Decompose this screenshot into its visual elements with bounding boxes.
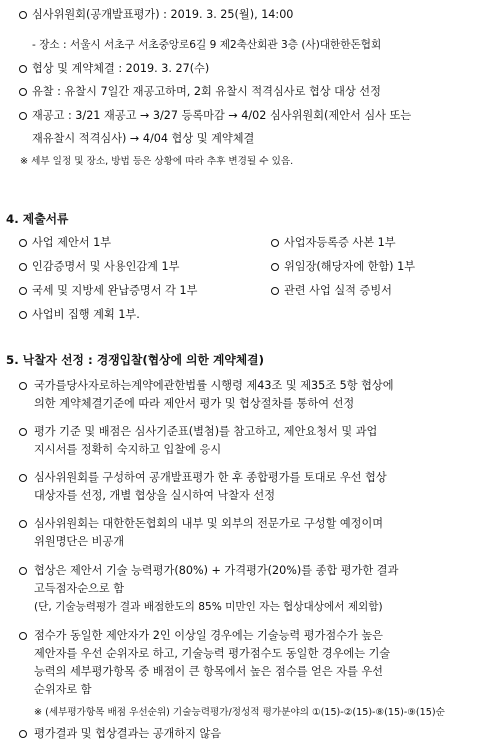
document-item: 인감증명서 및 사용인감계 1부	[32, 260, 180, 273]
section-title: 4. 제출서류	[6, 212, 69, 226]
paragraph-line: 평가 기준 및 배점은 심사기준표(별첨)를 참고하고, 제안요청서 및 과업	[34, 425, 378, 438]
paragraph-line: 능력의 세부평가항목 중 배점이 큰 항목에서 높은 점수를 얻은 자를 우선	[34, 665, 383, 678]
paragraph-line: 심사위원회는 대한한돈협회의 내부 및 외부의 전문가로 구성할 예정이며	[34, 517, 384, 530]
document-item: 사업비 집행 계획 1부.	[32, 308, 140, 321]
paragraph-line: 협상은 제안서 기술 능력평가(80%) + 가격평가(20%)를 종합 평가한 결과	[34, 564, 399, 577]
document-item: 위임장(해당자에 한함) 1부	[284, 260, 416, 273]
bullet-icon	[19, 112, 27, 120]
paragraph-line: 의한 계약체결기준에 따라 제안서 평가 및 협상절차를 통하여 선정	[34, 397, 355, 410]
bullet-icon	[271, 263, 279, 271]
paragraph-line: (단, 기술능력평가 결과 배점한도의 85% 미만인 자는 협상대상에서 제외함)	[34, 601, 383, 613]
bullet-icon	[271, 239, 279, 247]
bullet-icon	[19, 11, 27, 19]
bullet-icon	[271, 287, 279, 295]
bullet-icon	[19, 382, 27, 390]
paragraph-line: 제안자를 우선 순위자로 하고, 기술능력 평가점수도 동일한 경우에는 기술	[34, 647, 391, 660]
schedule-item: 협상 및 계약체결 : 2019. 3. 27(수)	[32, 62, 210, 75]
paragraph-line: 위원명단은 비공개	[34, 535, 125, 548]
bullet-icon	[19, 474, 27, 482]
paragraph-line: 점수가 동일한 제안자가 2인 이상일 경우에는 기술능력 평가점수가 높은	[34, 629, 383, 642]
paragraph-line: 국가를당사자로하는계약에관한법률 시행령 제43조 및 제35조 5항 협상에	[34, 379, 394, 392]
section-title: 5. 낙찰자 선정 : 경쟁입찰(협상에 의한 계약체결)	[6, 353, 264, 367]
document-item: 사업자등록증 사본 1부	[284, 236, 396, 249]
bullet-icon	[19, 632, 27, 640]
document-item: 국세 및 지방세 완납증명서 각 1부	[32, 284, 198, 297]
paragraph-line: 대상자를 선정, 개별 협상을 실시하여 낙찰자 선정	[34, 489, 276, 502]
bullet-icon	[19, 428, 27, 436]
bullet-icon	[19, 239, 27, 247]
document-item: 관련 사업 실적 증빙서	[284, 284, 392, 297]
schedule-item: 심사위원회(공개발표평가) : 2019. 3. 25(월), 14:00	[32, 8, 294, 21]
bullet-icon	[19, 287, 27, 295]
venue-line: - 장소 : 서울시 서초구 서초중앙로6길 9 제2축산회관 3층 (사)대한한돈협회	[32, 39, 382, 51]
schedule-item: 유찰 : 유찰시 7일간 재공고하며, 2회 유찰시 적격심사로 협상 대상 선정	[32, 85, 381, 98]
document-item: 사업 제안서 1부	[32, 236, 112, 249]
priority-note: ※ (세부평가항목 배점 우선순위) 기술능력평가/정성적 평가분야의 ①(15)-②(15)-⑧(15)-⑨(15)순	[34, 707, 445, 718]
schedule-item-continuation: 재유찰시 적격심사) → 4/04 협상 및 계약체결	[32, 132, 255, 145]
bullet-icon	[19, 65, 27, 73]
paragraph-line: 평가결과 및 협상결과는 공개하지 않음	[34, 727, 222, 740]
bullet-icon	[19, 263, 27, 271]
paragraph-line: 고득점자순으로 함	[34, 582, 125, 595]
schedule-note: ※ 세부 일정 및 장소, 방법 등은 상황에 따라 추후 변경될 수 있음.	[20, 156, 294, 167]
bullet-icon	[19, 311, 27, 319]
bullet-icon	[19, 520, 27, 528]
bullet-icon	[19, 730, 27, 738]
schedule-item: 재공고 : 3/21 재공고 → 3/27 등록마감 → 4/02 심사위원회(제안서 심사 또는	[32, 109, 412, 122]
bullet-icon	[19, 88, 27, 96]
bullet-icon	[19, 567, 27, 575]
paragraph-line: 심사위원회를 구성하여 공개발표평가 한 후 종합평가를 토대로 우선 협상	[34, 471, 387, 484]
paragraph-line: 지시서를 정확히 숙지하고 입찰에 응시	[34, 443, 222, 456]
paragraph-line: 순위자로 함	[34, 683, 92, 696]
